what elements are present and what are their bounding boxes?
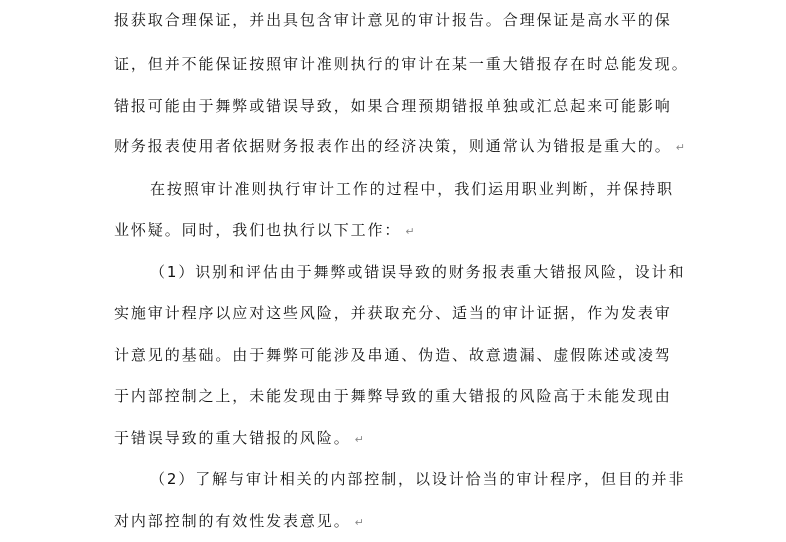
text-line-1 <box>114 10 672 30</box>
text-line-11 <box>114 428 364 450</box>
line-4-text: 财务报表使用者依据财务报表作出的经济决策，则通常认为错报是重大的。 <box>114 137 672 155</box>
paragraph-mark-icon: ↵ <box>354 433 364 446</box>
text-line-4 <box>114 136 685 158</box>
text-line-6 <box>114 220 415 242</box>
paragraph-mark-icon: ↵ <box>675 141 685 154</box>
text-line-12 <box>150 469 685 489</box>
line-11-text: 于错误导致的重大错报的风险。 <box>114 429 351 447</box>
line-10-text: 于内部控制之上，未能发现由于舞弊导致的重大错报的风险高于未能发现由 <box>114 387 672 405</box>
line-6-text: 业怀疑。同时，我们也执行以下工作： <box>114 221 402 239</box>
line-12-text: （2）了解与审计相关的内部控制，以设计恰当的审计程序，但目的并非 <box>150 470 686 488</box>
text-line-7 <box>150 262 685 282</box>
paragraph-mark-icon: ↵ <box>354 516 364 529</box>
text-line-5 <box>150 179 674 199</box>
line-13-text: 对内部控制的有效性发表意见。 <box>114 512 351 530</box>
text-line-2 <box>114 54 689 74</box>
text-line-13 <box>114 511 364 533</box>
text-line-10 <box>114 386 672 406</box>
line-9-text: 计意见的基础。由于舞弊可能涉及串通、伪造、故意遗漏、虚假陈述或凌驾 <box>114 346 672 364</box>
line-3-text: 错报可能由于舞弊或错误导致，如果合理预期错报单独或汇总起来可能影响 <box>114 97 672 115</box>
line-5-text: 在按照审计准则执行审计工作的过程中，我们运用职业判断，并保持职 <box>150 180 674 198</box>
text-line-9 <box>114 345 672 365</box>
line-2-text: 证，但并不能保证按照审计准则执行的审计在某一重大错报存在时总能发现。 <box>114 55 689 73</box>
line-7-text: （1）识别和评估由于舞弊或错误导致的财务报表重大错报风险，设计和 <box>150 263 686 281</box>
paragraph-mark-icon: ↵ <box>405 225 415 238</box>
text-line-8 <box>114 303 672 323</box>
line-1-text: 报获取合理保证，并出具包含审计意见的审计报告。合理保证是高水平的保 <box>114 11 672 29</box>
line-8-text: 实施审计程序以应对这些风险，并获取充分、适当的审计证据，作为发表审 <box>114 304 672 322</box>
text-line-3 <box>114 96 672 116</box>
